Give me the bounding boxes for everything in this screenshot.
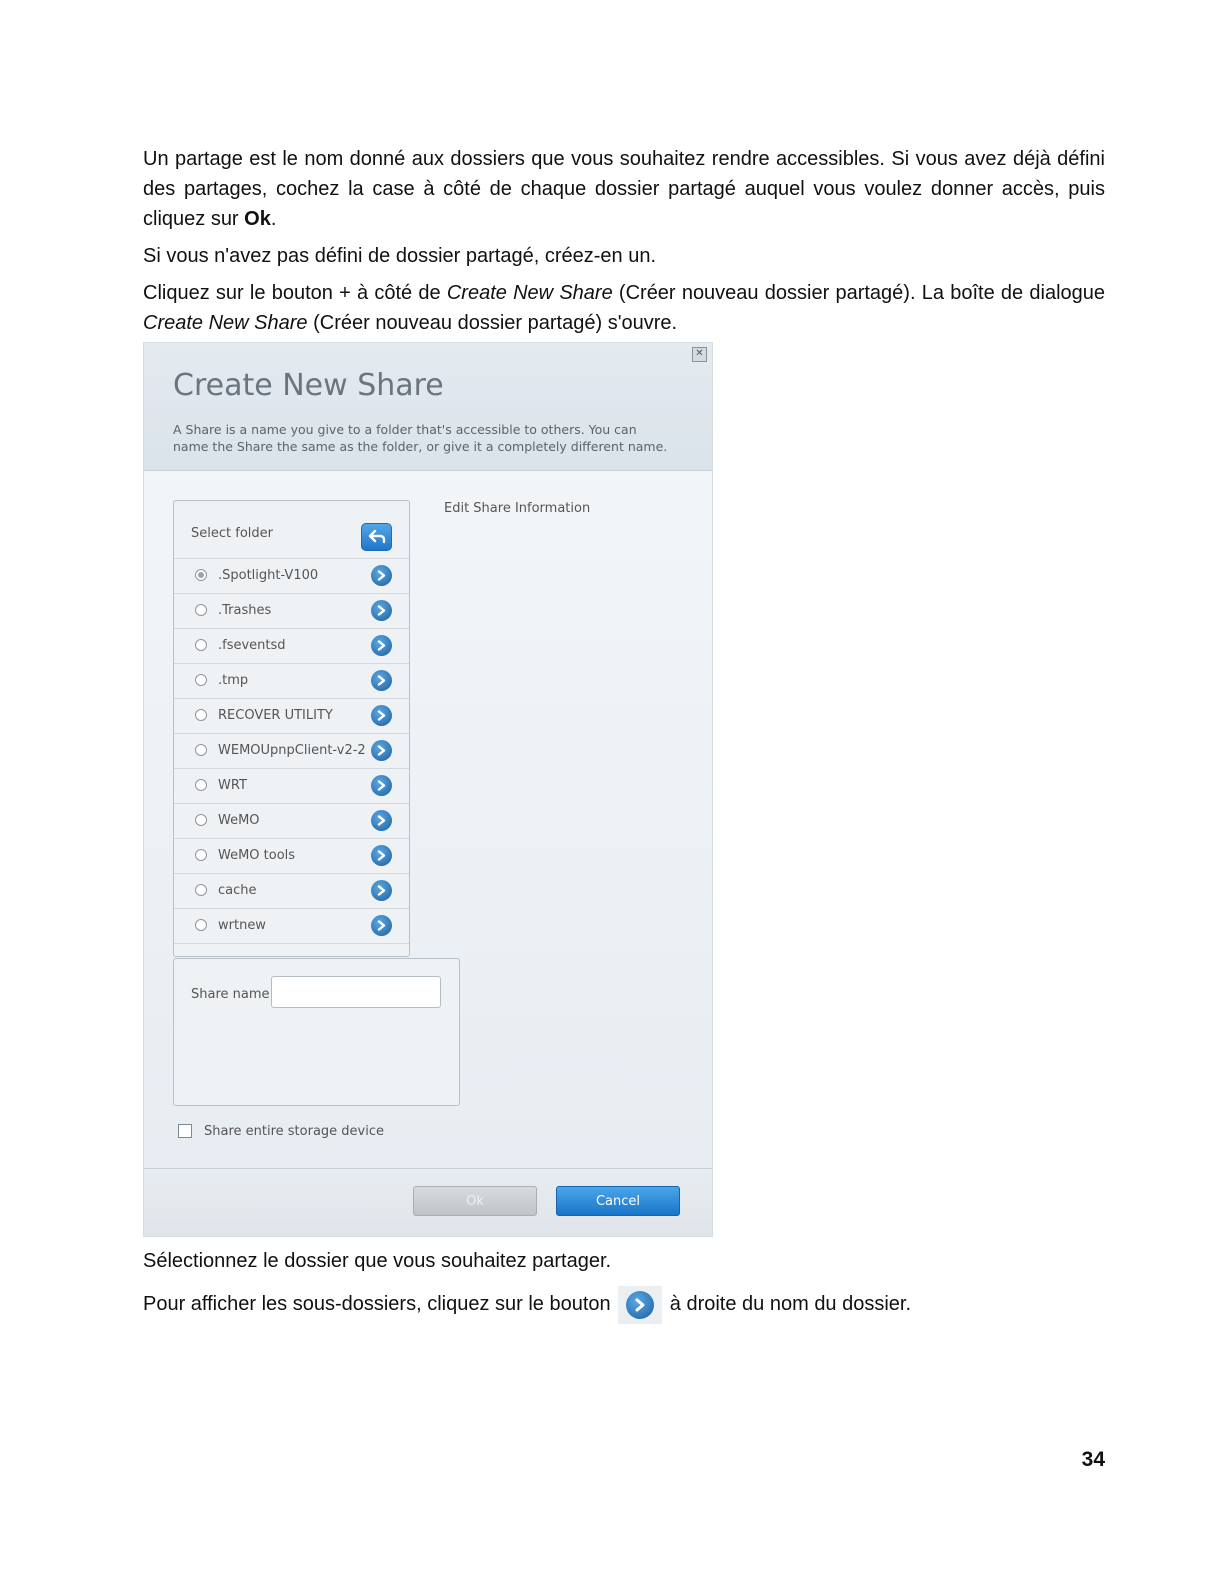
chevron-right-icon[interactable]: [371, 775, 392, 796]
folder-radio[interactable]: [195, 779, 207, 791]
folder-radio[interactable]: [195, 814, 207, 826]
share-name-panel: [173, 958, 460, 1106]
folder-row[interactable]: [174, 804, 409, 839]
chevron-right-icon[interactable]: [371, 740, 392, 761]
intro-paragraph-2: Si vous n'avez pas défini de dossier partagé, créez-en un.: [143, 245, 657, 267]
folder-radio[interactable]: [195, 709, 207, 721]
folder-radio[interactable]: [195, 744, 207, 756]
folder-name: WeMO: [218, 813, 260, 828]
folder-name: WRT: [218, 778, 247, 793]
folder-radio[interactable]: [195, 674, 207, 686]
folder-name: .fseventsd: [218, 638, 286, 653]
chevron-right-icon[interactable]: [371, 670, 392, 691]
chevron-right-icon[interactable]: [371, 915, 392, 936]
subfolder-instruction: Pour afficher les sous-dossiers, cliquez sur le bouton à droite du nom du dossier.: [143, 1284, 1105, 1324]
folder-row[interactable]: [174, 559, 409, 594]
page-number: 34: [1081, 1448, 1105, 1471]
chevron-right-icon[interactable]: [371, 845, 392, 866]
folder-row[interactable]: [174, 839, 409, 874]
go-button-illustration: [618, 1286, 662, 1324]
chevron-right-icon[interactable]: [371, 810, 392, 831]
folder-row[interactable]: [174, 909, 409, 944]
dialog-description: A Share is a name you give to a folder that's accessible to others. You can name the Share the same as the folder, or give it a completely different name.: [173, 422, 668, 454]
folder-panel: [173, 500, 410, 957]
folder-radio[interactable]: [195, 884, 207, 896]
chevron-right-icon[interactable]: [371, 705, 392, 726]
close-icon[interactable]: ✕: [692, 347, 707, 362]
folder-radio[interactable]: [195, 919, 207, 931]
intro-paragraph-3: Cliquez sur le bouton + à côté de Create New Share (Créer nouveau dossier partagé). La boîte de dialogue Create New Share (Créer nouveau dossier partagé) s'ouvre.: [143, 282, 1105, 334]
dialog-title: Create New Share: [173, 368, 444, 403]
folder-name: WeMO tools: [218, 848, 296, 863]
folder-radio[interactable]: [195, 569, 207, 581]
folder-name: wrtnew: [218, 918, 266, 933]
folder-name: RECOVER UTILITY: [218, 708, 333, 723]
folder-row[interactable]: [174, 594, 409, 629]
share-name-input[interactable]: [271, 976, 441, 1008]
folder-row[interactable]: [174, 629, 409, 664]
folder-row[interactable]: [174, 664, 409, 699]
edit-share-info-heading: Edit Share Information: [444, 501, 591, 516]
folder-list: [174, 559, 409, 944]
back-arrow-icon[interactable]: [361, 523, 392, 551]
ok-button[interactable]: Ok: [413, 1186, 537, 1216]
chevron-right-icon[interactable]: [371, 880, 392, 901]
share-entire-label: Share entire storage device: [204, 1124, 385, 1139]
cancel-button[interactable]: Cancel: [556, 1186, 680, 1216]
folder-name: .tmp: [218, 673, 249, 688]
folder-row[interactable]: [174, 699, 409, 734]
folder-row[interactable]: [174, 769, 409, 804]
share-name-label: Share name: [191, 987, 270, 1002]
folder-radio[interactable]: [195, 849, 207, 861]
chevron-right-icon[interactable]: [371, 635, 392, 656]
chevron-right-icon: [626, 1291, 654, 1319]
folder-row[interactable]: [174, 874, 409, 909]
dialog-header: [144, 343, 712, 471]
folder-name: cache: [218, 883, 257, 898]
select-folder-instruction: Sélectionnez le dossier que vous souhaitez partager.: [143, 1250, 612, 1272]
folder-name: WEMOUpnpClient-v2-2: [218, 743, 366, 758]
folder-row[interactable]: [174, 734, 409, 769]
select-folder-label: Select folder: [191, 526, 273, 541]
folder-name: .Trashes: [218, 603, 272, 618]
chevron-right-icon[interactable]: [371, 565, 392, 586]
folder-panel-header: [174, 501, 409, 559]
chevron-right-icon[interactable]: [371, 600, 392, 621]
folder-radio[interactable]: [195, 604, 207, 616]
dialog-footer: [144, 1168, 712, 1236]
intro-paragraph-1: Un partage est le nom donné aux dossiers que vous souhaitez rendre accessibles. Si vous avez déjà défini des partages, cochez la case à côté de chaque dossier partagé auquel vous voulez donner accès, puis cliquez sur Ok.: [143, 148, 1105, 230]
create-share-dialog: [143, 342, 713, 1237]
share-entire-checkbox[interactable]: [178, 1124, 192, 1138]
folder-name: .Spotlight-V100: [218, 568, 319, 583]
folder-radio[interactable]: [195, 639, 207, 651]
